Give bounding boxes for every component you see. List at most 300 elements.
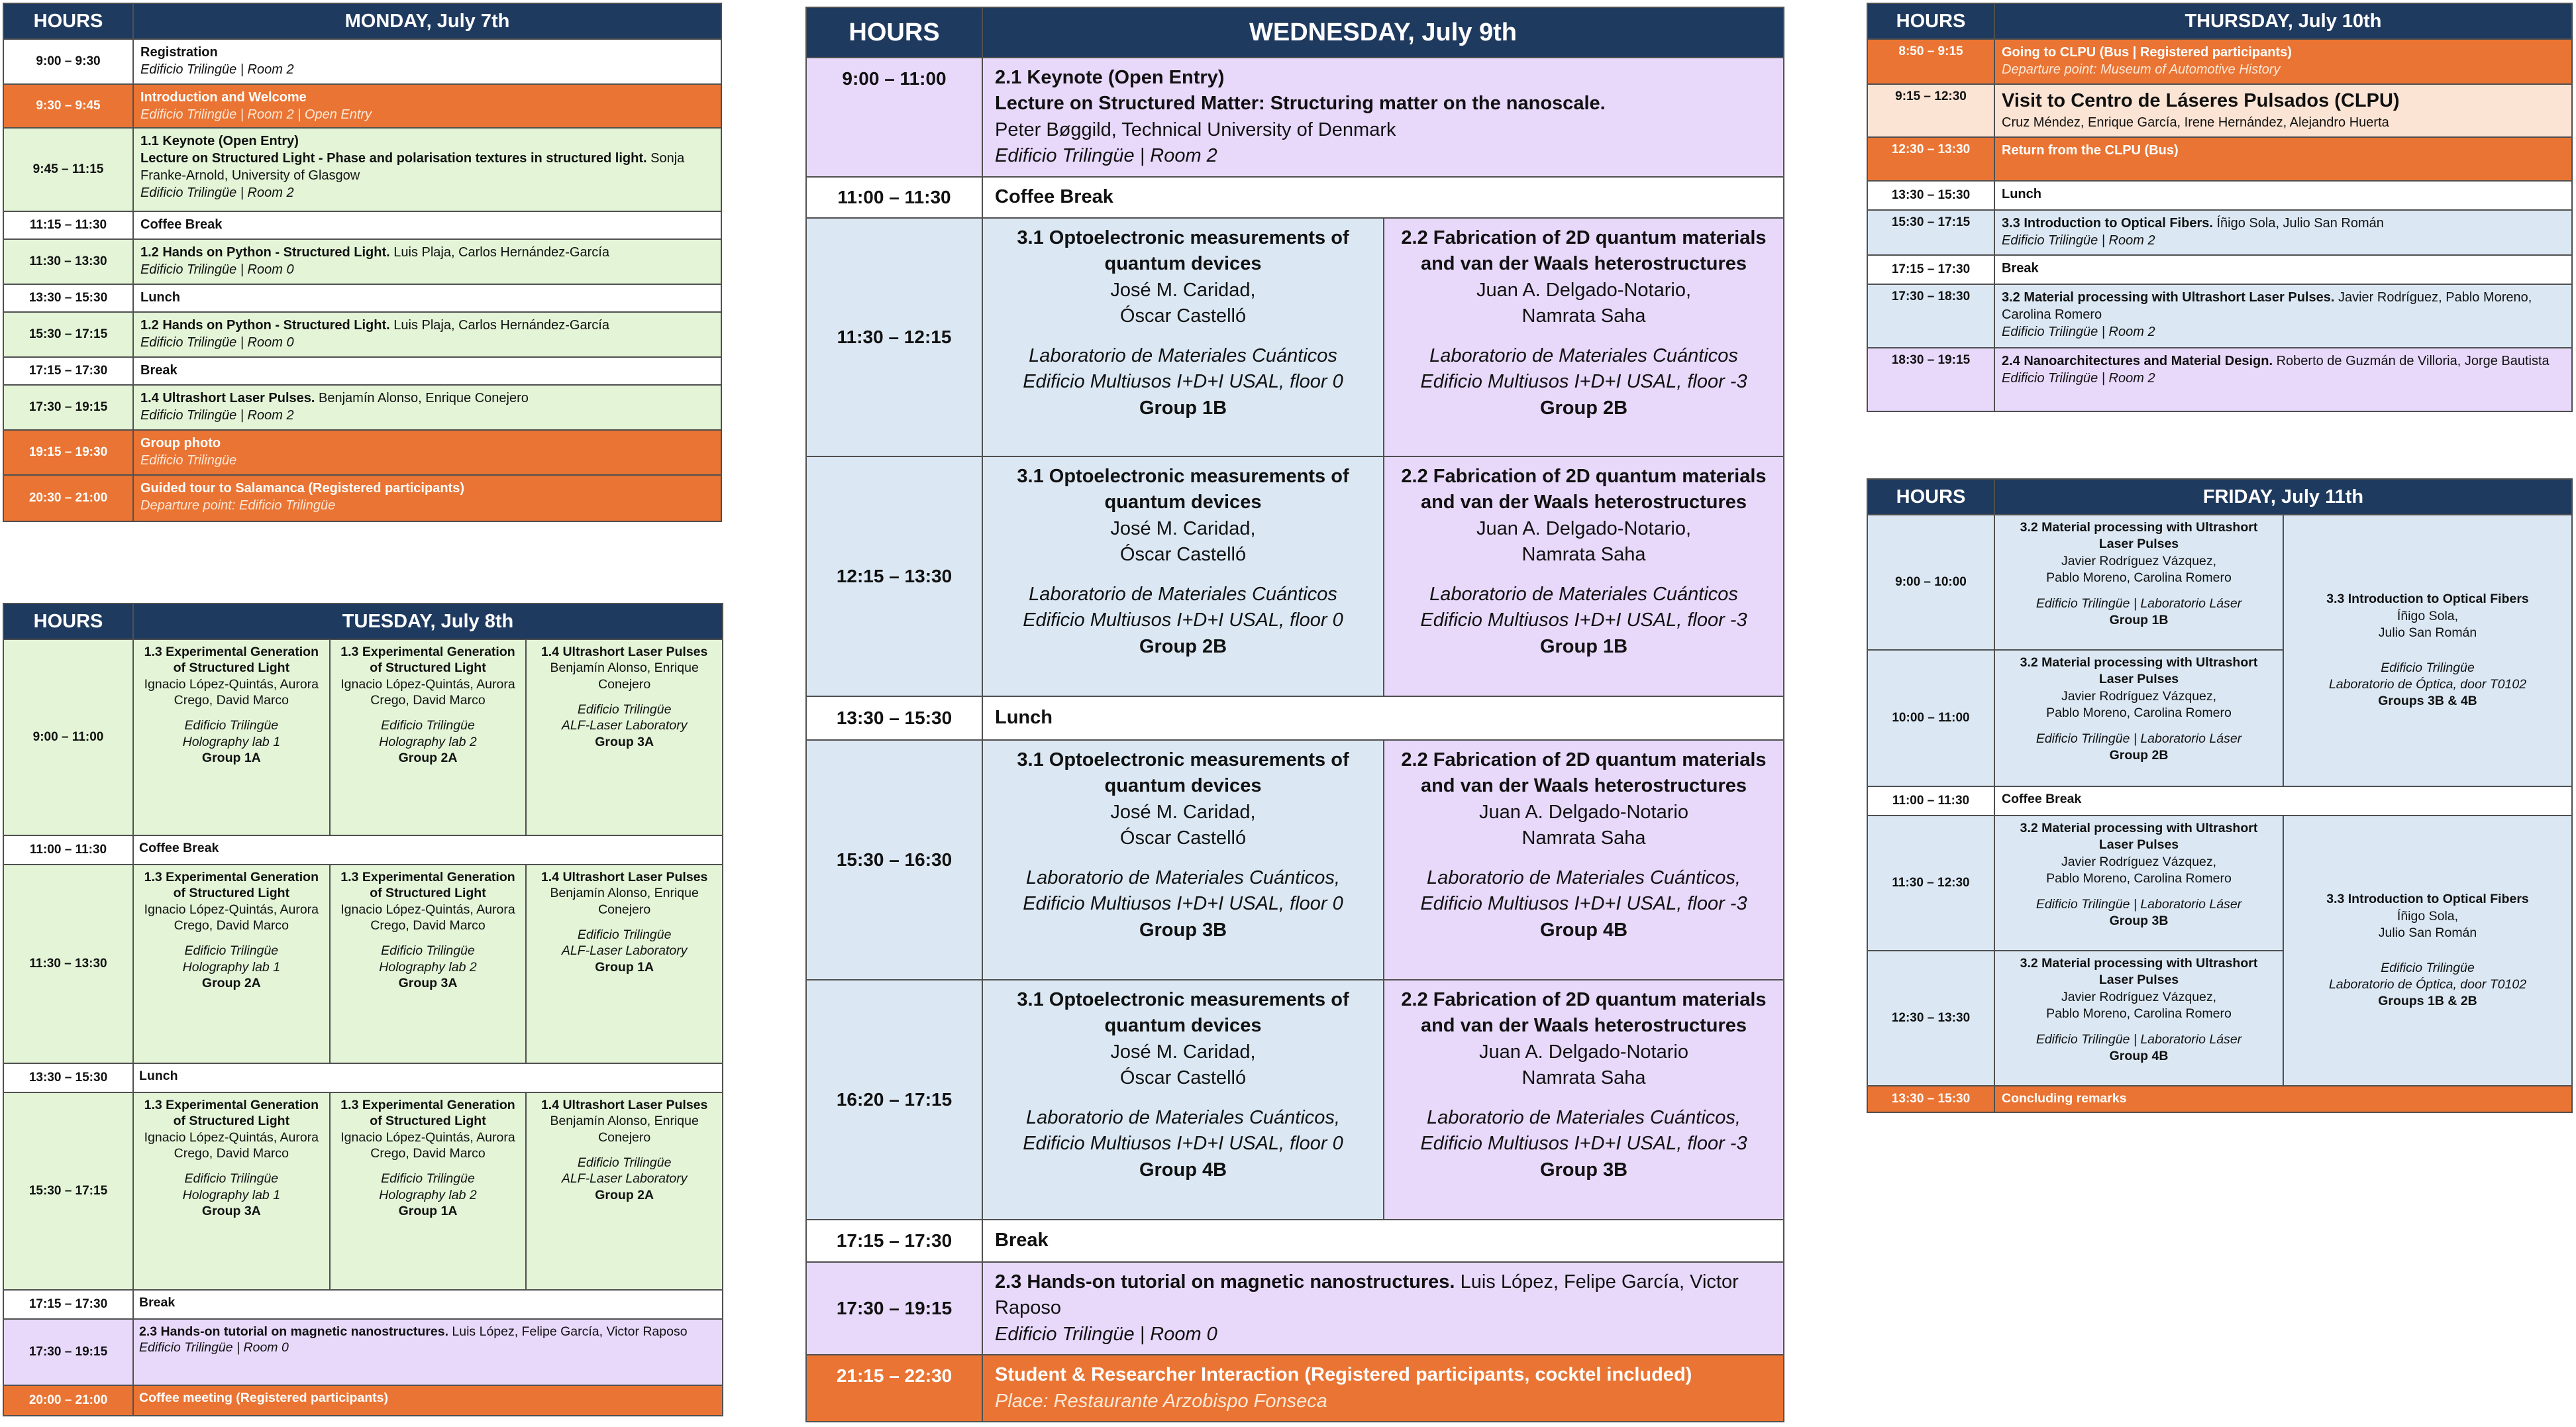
- session-title: 1.3 Experimental Generation of Structured Light: [340, 645, 515, 676]
- session-group: Group 1A: [201, 750, 261, 765]
- session-place: Edificio Trilingüe | Room 0: [995, 1323, 1217, 1345]
- schedule-row: [1867, 1086, 2572, 1112]
- time-cell: 13:30 – 15:30: [3, 284, 133, 312]
- time-cell: 15:30 – 17:15: [3, 312, 133, 357]
- schedule-row: [1867, 210, 2572, 255]
- session-title: Return from the CLPU (Bus): [2002, 143, 2179, 158]
- session-speakers-2: Pablo Moreno, Carolina Romero: [2046, 706, 2232, 721]
- session-speakers-2: Pablo Moreno, Carolina Romero: [2046, 871, 2232, 886]
- session-building: Edificio Multiusos I+D+I USAL, floor 0: [1023, 371, 1343, 393]
- session-speakers: Benjamín Alonso, Enrique Conejero: [550, 1114, 699, 1145]
- thursday-schedule: [1867, 3, 2573, 412]
- schedule-row: [3, 239, 721, 284]
- session-place: Edificio Trilingüe: [184, 718, 279, 733]
- session-speakers: José M. Caridad,: [1110, 1041, 1256, 1063]
- session-cell: [526, 639, 723, 835]
- session-speakers: Roberto de Guzmán de Villoria, Jorge Bautista: [2276, 354, 2550, 368]
- session-title: Lunch: [995, 707, 1053, 729]
- session-cell: [1994, 39, 2572, 84]
- session-cell: [133, 39, 721, 84]
- session-speakers: José M. Caridad,: [1110, 801, 1256, 823]
- session-cell: [133, 865, 330, 1063]
- session-speakers: Benjamín Alonso, Enrique Conejero: [550, 886, 699, 917]
- session-cell: [133, 284, 721, 312]
- monday-schedule: [3, 3, 722, 522]
- session-cell: [1994, 210, 2572, 255]
- session-title: Break: [2002, 261, 2039, 276]
- schedule-row: [1867, 348, 2572, 411]
- session-cell: [982, 740, 1384, 980]
- session-place: Laboratorio de Materiales Cuánticos: [1429, 344, 1738, 366]
- session-speakers: Juan A. Delgado-Notario,: [1476, 517, 1692, 539]
- time-cell: 11:30 – 12:30: [1867, 816, 1994, 951]
- session-room: Holography lab 1: [182, 1187, 281, 1202]
- session-room: Laboratorio de Óptica, door T0102: [2328, 676, 2527, 692]
- schedule-row: [3, 430, 721, 475]
- session-room: Holography lab 2: [379, 959, 477, 975]
- day-header: WEDNESDAY, July 9th: [982, 7, 1784, 58]
- session-title: 1.1 Keynote (Open Entry): [140, 134, 299, 148]
- schedule-row: [806, 177, 1784, 218]
- session-title: 2.1 Keynote (Open Entry): [995, 67, 1225, 88]
- session-place: Edificio Trilingüe: [577, 1155, 672, 1170]
- session-place: Edificio Trilingüe | Room 2: [2002, 233, 2155, 248]
- time-cell: 12:30 – 13:30: [1867, 951, 1994, 1086]
- schedule-row: [806, 696, 1784, 740]
- session-cell: [133, 1092, 330, 1290]
- day-header: MONDAY, July 7th: [133, 3, 721, 39]
- session-room: Holography lab 1: [182, 959, 281, 975]
- schedule-row: [3, 835, 723, 865]
- session-speakers: Luis Plaja, Carlos Hernández-García: [393, 318, 609, 333]
- session-place: Edificio Trilingüe: [577, 927, 672, 942]
- session-group: Group 4B: [1139, 1159, 1227, 1181]
- schedule-row: [3, 357, 721, 385]
- session-title: 3.3 Introduction to Optical Fibers: [2326, 592, 2529, 607]
- time-cell: 9:15 – 12:30: [1867, 84, 1994, 137]
- session-cell: [1994, 786, 2572, 816]
- time-cell: 18:30 – 19:15: [1867, 348, 1994, 411]
- session-place: Edificio Trilingüe | Laboratorio Láser: [2035, 731, 2242, 747]
- session-title: 3.2 Material processing with Ultrashort Laser Pulses: [2020, 520, 2258, 552]
- session-title: 2.2 Fabrication of 2D quantum materials and van der Waals heterostructures: [1401, 988, 1767, 1037]
- session-group: Group 1B: [2109, 613, 2169, 628]
- session-speakers: Peter Bøggild, Technical University of Denmark: [995, 119, 1396, 140]
- session-title: 1.4 Ultrashort Laser Pulses: [541, 645, 708, 659]
- session-title: 1.3 Experimental Generation of Structured Light: [144, 870, 319, 901]
- session-speakers: Javier Rodríguez Vázquez,: [2061, 989, 2217, 1004]
- session-room: ALF-Laser Laboratory: [561, 718, 688, 733]
- session-title: 2.3 Hands-on tutorial on magnetic nanostructures.: [139, 1324, 448, 1339]
- session-place: Laboratorio de Materiales Cuánticos,: [1427, 1106, 1741, 1128]
- session-title: Group photo: [140, 436, 221, 450]
- session-title: 1.4 Ultrashort Laser Pulses: [541, 870, 708, 884]
- session-place: Departure point: Edificio Trilingüe: [140, 498, 336, 513]
- session-speakers-2: Namrata Saha: [1521, 544, 1646, 566]
- session-speakers-2: Namrata Saha: [1521, 305, 1646, 327]
- wednesday-schedule: [805, 7, 1784, 1422]
- time-cell: 16:20 – 17:15: [806, 980, 982, 1220]
- session-cell: [1994, 816, 2283, 951]
- session-group: Group 4B: [2109, 1049, 2169, 1064]
- session-speakers: Juan A. Delgado-Notario,: [1476, 279, 1692, 301]
- schedule-row: [806, 1355, 1784, 1422]
- session-group: Group 2A: [398, 750, 458, 765]
- session-speakers-2: Pablo Moreno, Carolina Romero: [2046, 1006, 2232, 1022]
- session-cell: [330, 865, 527, 1063]
- session-place: Departure point: Museum of Automotive History: [2002, 62, 2281, 77]
- friday-header-row: [1867, 479, 2572, 515]
- session-subtitle: Lecture on Structured Matter: Structuring matter on the nanoscale.: [995, 93, 1606, 115]
- session-group: Group 2A: [201, 975, 261, 990]
- time-cell: 15:30 – 17:15: [1867, 210, 1994, 255]
- time-cell: 13:30 – 15:30: [3, 1063, 133, 1092]
- time-cell: 12:30 – 13:30: [1867, 137, 1994, 181]
- hours-header: HOURS: [806, 7, 982, 58]
- time-cell: 10:00 – 11:00: [1867, 650, 1994, 786]
- schedule-row: [3, 312, 721, 357]
- time-cell: 11:30 – 13:30: [3, 865, 133, 1063]
- session-group: Group 3A: [398, 975, 458, 990]
- session-title: 2.4 Nanoarchitectures and Material Design.: [2002, 354, 2273, 368]
- schedule-row: [806, 456, 1784, 696]
- time-cell: 20:30 – 21:00: [3, 475, 133, 521]
- session-cell: [1384, 218, 1784, 456]
- session-place: Edificio Trilingüe | Room 2: [995, 145, 1217, 167]
- session-cell: [330, 639, 527, 835]
- session-place: Edificio Trilingüe | Laboratorio Láser: [2035, 1032, 2242, 1047]
- session-cell: [2283, 515, 2572, 786]
- session-title: 1.4 Ultrashort Laser Pulses.: [140, 391, 315, 405]
- session-cell: [133, 239, 721, 284]
- session-speakers-2: Óscar Castelló: [1119, 1067, 1247, 1089]
- session-place: Edificio Trilingüe: [2381, 960, 2475, 975]
- session-speakers-2: Óscar Castelló: [1119, 544, 1247, 566]
- session-title: Visit to Centro de Láseres Pulsados (CLPU): [2002, 90, 2400, 111]
- session-speakers: Íñigo Sola,: [2396, 908, 2459, 924]
- session-building: Edificio Multiusos I+D+I USAL, floor 0: [1023, 1133, 1343, 1155]
- session-place: Edificio Trilingüe: [577, 702, 672, 717]
- time-cell: 9:00 – 10:00: [1867, 515, 1994, 650]
- session-title: 1.3 Experimental Generation of Structured Light: [340, 1098, 515, 1129]
- session-title: Break: [140, 363, 178, 378]
- schedule-row: [1867, 786, 2572, 816]
- thursday-header-row: [1867, 3, 2572, 39]
- session-title: Lunch: [140, 290, 180, 305]
- schedule-row: [1867, 255, 2572, 284]
- session-title: 3.1 Optoelectronic measurements of quantum devices: [1017, 749, 1349, 797]
- schedule-row: [3, 385, 721, 430]
- hours-header: HOURS: [1867, 479, 1994, 515]
- session-cell: [2283, 816, 2572, 1086]
- session-speakers: Luis López, Felipe García, Victor Raposo: [995, 1271, 1739, 1319]
- session-title: Coffee meeting (Registered participants): [139, 1391, 388, 1405]
- session-title: 3.2 Material processing with Ultrashort Laser Pulses.: [2002, 290, 2335, 305]
- session-cell: [133, 128, 721, 211]
- time-cell: 17:30 – 19:15: [3, 385, 133, 430]
- session-group: Group 4B: [1539, 919, 1628, 941]
- session-title: 3.3 Introduction to Optical Fibers.: [2002, 216, 2213, 231]
- session-group: Group 2B: [2109, 748, 2169, 763]
- session-speakers: Ignacio López-Quintás, Aurora Crego, David Marco: [144, 676, 319, 708]
- schedule-row: [1867, 816, 2572, 951]
- wednesday-header-row: [806, 7, 1784, 58]
- session-cell: [982, 218, 1384, 456]
- time-cell: 21:15 – 22:30: [806, 1355, 982, 1422]
- session-speakers-2: Namrata Saha: [1521, 827, 1646, 849]
- session-title: Coffee Break: [140, 217, 223, 232]
- session-speakers: Ignacio López-Quintás, Aurora Crego, David Marco: [340, 1130, 515, 1161]
- session-cell: [133, 430, 721, 475]
- session-cell: [982, 696, 1784, 740]
- session-title: 3.2 Material processing with Ultrashort Laser Pulses: [2020, 821, 2258, 853]
- session-group: Group 1A: [398, 1203, 458, 1218]
- session-cell: [1994, 1086, 2572, 1112]
- session-title: Coffee Break: [995, 186, 1113, 208]
- day-header: THURSDAY, July 10th: [1994, 3, 2572, 39]
- session-speakers: Ignacio López-Quintás, Aurora Crego, David Marco: [144, 1130, 319, 1161]
- session-group: Group 3B: [2109, 914, 2169, 929]
- time-cell: 15:30 – 17:15: [3, 1092, 133, 1290]
- schedule-row: [3, 39, 721, 84]
- schedule-row: [3, 1319, 723, 1385]
- session-title: Registration: [140, 45, 218, 60]
- session-place: Edificio Trilingüe | Room 2: [140, 408, 294, 423]
- session-place: Edificio Trilingüe: [140, 453, 237, 468]
- session-speakers: Benjamín Alonso, Enrique Conejero: [550, 661, 699, 692]
- session-title: 3.1 Optoelectronic measurements of quantum devices: [1017, 227, 1349, 275]
- schedule-row: [806, 740, 1784, 980]
- schedule-row: [1867, 181, 2572, 210]
- session-cell: [982, 1262, 1784, 1355]
- session-place: Laboratorio de Materiales Cuánticos,: [1026, 867, 1340, 888]
- day-header: TUESDAY, July 8th: [133, 604, 723, 639]
- session-title: 3.3 Introduction to Optical Fibers: [2326, 892, 2529, 907]
- session-place: Edificio Trilingüe | Room 0: [139, 1340, 289, 1355]
- schedule-row: [3, 639, 723, 835]
- time-cell: 8:50 – 9:15: [1867, 39, 1994, 84]
- session-group: Group 1A: [595, 959, 654, 975]
- session-speakers-2: Julio San Román: [2378, 925, 2477, 941]
- schedule-row: [806, 1220, 1784, 1262]
- time-cell: 13:30 – 15:30: [806, 696, 982, 740]
- session-title: 3.2 Material processing with Ultrashort Laser Pulses: [2020, 956, 2258, 988]
- session-place: Edificio Trilingüe: [381, 943, 475, 959]
- session-cell: [1994, 181, 2572, 210]
- session-speakers: Benjamín Alonso, Enrique Conejero: [319, 391, 529, 405]
- session-cell: [982, 980, 1384, 1220]
- session-cell: [1994, 650, 2283, 786]
- session-cell: [982, 456, 1384, 696]
- session-title: 1.4 Ultrashort Laser Pulses: [541, 1098, 708, 1112]
- time-cell: 11:15 – 11:30: [3, 211, 133, 239]
- session-room: ALF-Laser Laboratory: [561, 1171, 688, 1187]
- session-speakers: Íñigo Sola,: [2396, 608, 2459, 623]
- day-header: FRIDAY, July 11th: [1994, 479, 2572, 515]
- session-cell: [982, 177, 1784, 218]
- schedule-row: [806, 1262, 1784, 1355]
- session-speakers: Luis Plaja, Carlos Hernández-García: [393, 245, 609, 260]
- session-title: Going to CLPU (Bus | Registered participants): [2002, 45, 2292, 60]
- schedule-row: [3, 128, 721, 211]
- session-speakers-2: Óscar Castelló: [1119, 305, 1247, 327]
- session-cell: [1994, 951, 2283, 1086]
- session-group: Group 2A: [595, 1187, 654, 1202]
- schedule-row: [3, 1092, 723, 1290]
- session-place: Laboratorio de Materiales Cuánticos,: [1427, 867, 1741, 888]
- session-group: Group 2B: [1539, 397, 1628, 419]
- session-title: Coffee Break: [139, 841, 219, 855]
- time-cell: 17:15 – 17:30: [806, 1220, 982, 1262]
- session-room: ALF-Laser Laboratory: [561, 943, 688, 959]
- session-cell: [133, 835, 723, 865]
- session-place: Edificio Trilingüe: [184, 1171, 279, 1187]
- friday-schedule: [1867, 478, 2573, 1113]
- session-room: Holography lab 2: [379, 734, 477, 749]
- schedule-row: [1867, 84, 2572, 137]
- session-cell: [1994, 84, 2572, 137]
- time-cell: 11:00 – 11:30: [3, 835, 133, 865]
- session-room: Laboratorio de Óptica, door T0102: [2328, 977, 2527, 992]
- session-speakers: Javier Rodríguez Vázquez,: [2061, 688, 2217, 704]
- session-group: Group 3B: [1139, 919, 1227, 941]
- session-title: 3.1 Optoelectronic measurements of quantum devices: [1017, 988, 1349, 1037]
- session-cell: [982, 1355, 1784, 1422]
- session-title: 1.3 Experimental Generation of Structured Light: [144, 1098, 319, 1129]
- session-building: Edificio Multiusos I+D+I USAL, floor -3: [1420, 893, 1747, 915]
- session-speakers-2: Óscar Castelló: [1119, 827, 1247, 849]
- session-title: Guided tour to Salamanca (Registered participants): [140, 481, 464, 496]
- session-group: Group 3B: [1539, 1159, 1628, 1181]
- session-place: Edificio Trilingüe: [381, 1171, 475, 1187]
- schedule-row: [1867, 39, 2572, 84]
- session-room: Holography lab 2: [379, 1187, 477, 1202]
- session-cell: [982, 1220, 1784, 1262]
- session-cell: [526, 1092, 723, 1290]
- time-cell: 20:00 – 21:00: [3, 1385, 133, 1416]
- session-speakers: Javier Rodríguez, Pablo Moreno, Carolina Romero: [2002, 290, 2532, 322]
- session-speakers: José M. Caridad,: [1110, 517, 1256, 539]
- session-place: Edificio Trilingüe | Room 2: [2002, 371, 2155, 386]
- session-place: Edificio Trilingüe: [184, 943, 279, 959]
- session-group: Groups 1B & 2B: [2378, 994, 2477, 1009]
- hours-header: HOURS: [3, 3, 133, 39]
- schedule-row: [3, 1385, 723, 1416]
- session-title: 2.3 Hands-on tutorial on magnetic nanostructures.: [995, 1271, 1455, 1293]
- session-place: Laboratorio de Materiales Cuánticos: [1029, 344, 1337, 366]
- session-speakers: Luis López, Felipe García, Victor Raposo: [452, 1324, 688, 1339]
- schedule-row: [3, 865, 723, 1063]
- session-building: Edificio Multiusos I+D+I USAL, floor 0: [1023, 893, 1343, 915]
- session-place: Laboratorio de Materiales Cuánticos: [1029, 583, 1337, 605]
- session-place: Edificio Trilingüe | Laboratorio Láser: [2035, 596, 2242, 611]
- session-group: Group 1B: [1539, 635, 1628, 657]
- session-speakers: Cruz Méndez, Enrique García, Irene Hernández, Alejandro Huerta: [2002, 115, 2389, 130]
- session-speakers: Sonja Franke-Arnold, University of Glasgow: [140, 151, 685, 183]
- session-title: Student & Researcher Interaction (Registered participants, cocktel included): [995, 1364, 1692, 1386]
- session-title: 2.2 Fabrication of 2D quantum materials and van der Waals heterostructures: [1401, 749, 1767, 797]
- session-group: Group 3A: [201, 1203, 261, 1218]
- session-speakers: José M. Caridad,: [1110, 279, 1256, 301]
- session-speakers-2: Pablo Moreno, Carolina Romero: [2046, 570, 2232, 586]
- session-title: 3.1 Optoelectronic measurements of quantum devices: [1017, 465, 1349, 513]
- session-place: Edificio Trilingüe | Room 0: [140, 335, 294, 350]
- session-title: 3.2 Material processing with Ultrashort Laser Pulses: [2020, 655, 2258, 687]
- session-speakers: Ignacio López-Quintás, Aurora Crego, David Marco: [340, 676, 515, 708]
- session-speakers: Javier Rodríguez Vázquez,: [2061, 854, 2217, 869]
- time-cell: 13:30 – 15:30: [1867, 181, 1994, 210]
- tuesday-header-row: [3, 604, 723, 639]
- schedule-row: [3, 1290, 723, 1319]
- time-cell: 9:00 – 11:00: [3, 639, 133, 835]
- session-title: 1.3 Experimental Generation of Structured Light: [340, 870, 515, 901]
- session-cell: [1384, 740, 1784, 980]
- session-cell: [133, 84, 721, 128]
- session-place: Place: Restaurante Arzobispo Fonseca: [995, 1390, 1327, 1412]
- session-group: Group 2B: [1139, 635, 1227, 657]
- session-title: 1.2 Hands on Python - Structured Light.: [140, 318, 390, 333]
- hours-header: HOURS: [1867, 3, 1994, 39]
- time-cell: 17:30 – 18:30: [1867, 284, 1994, 348]
- session-cell: [133, 1385, 723, 1416]
- session-place: Laboratorio de Materiales Cuánticos: [1429, 583, 1738, 605]
- session-place: Edificio Trilingüe | Room 2: [140, 62, 294, 77]
- session-speakers-2: Namrata Saha: [1521, 1067, 1646, 1089]
- session-cell: [1384, 980, 1784, 1220]
- schedule-row: [1867, 515, 2572, 650]
- session-place: Edificio Trilingüe | Room 2 | Open Entry: [140, 107, 372, 122]
- session-group: Group 3A: [595, 734, 654, 749]
- schedule-row: [3, 211, 721, 239]
- session-speakers: Juan A. Delgado-Notario: [1479, 801, 1688, 823]
- session-cell: [1994, 348, 2572, 411]
- session-title: Concluding remarks: [2002, 1091, 2127, 1106]
- hours-header: HOURS: [3, 604, 133, 639]
- time-cell: 9:00 – 9:30: [3, 39, 133, 84]
- schedule-row: [3, 1063, 723, 1092]
- session-title: Introduction and Welcome: [140, 90, 307, 105]
- session-title: 1.2 Hands on Python - Structured Light.: [140, 245, 390, 260]
- session-building: Edificio Multiusos I+D+I USAL, floor -3: [1420, 609, 1747, 631]
- session-place: Edificio Trilingüe | Room 2: [140, 185, 294, 200]
- session-room: Holography lab 1: [182, 734, 281, 749]
- session-cell: [1384, 456, 1784, 696]
- session-cell: [526, 865, 723, 1063]
- time-cell: 11:00 – 11:30: [1867, 786, 1994, 816]
- session-cell: [133, 475, 721, 521]
- session-place: Edificio Trilingüe | Laboratorio Láser: [2035, 897, 2242, 912]
- session-cell: [133, 1319, 723, 1385]
- session-speakers: Juan A. Delgado-Notario: [1479, 1041, 1688, 1063]
- session-title: Break: [139, 1295, 176, 1310]
- session-place: Edificio Trilingüe: [381, 718, 475, 733]
- time-cell: 17:30 – 19:15: [806, 1262, 982, 1355]
- time-cell: 17:30 – 19:15: [3, 1319, 133, 1385]
- schedule-row: [3, 84, 721, 128]
- session-title: Lunch: [2002, 187, 2041, 201]
- session-place: Edificio Trilingüe | Room 2: [2002, 325, 2155, 339]
- session-speakers: Íñigo Sola, Julio San Román: [2216, 216, 2384, 231]
- session-place: Edificio Trilingüe | Room 0: [140, 262, 294, 277]
- schedule-row: [806, 58, 1784, 177]
- session-cell: [1994, 515, 2283, 650]
- session-building: Edificio Multiusos I+D+I USAL, floor -3: [1420, 371, 1747, 393]
- schedule-row: [1867, 284, 2572, 348]
- session-subtitle: Lecture on Structured Light - Phase and polarisation textures in structured light.: [140, 151, 647, 166]
- session-title: Lunch: [139, 1069, 178, 1083]
- session-place: Edificio Trilingüe: [2381, 660, 2475, 675]
- time-cell: 11:30 – 12:15: [806, 218, 982, 456]
